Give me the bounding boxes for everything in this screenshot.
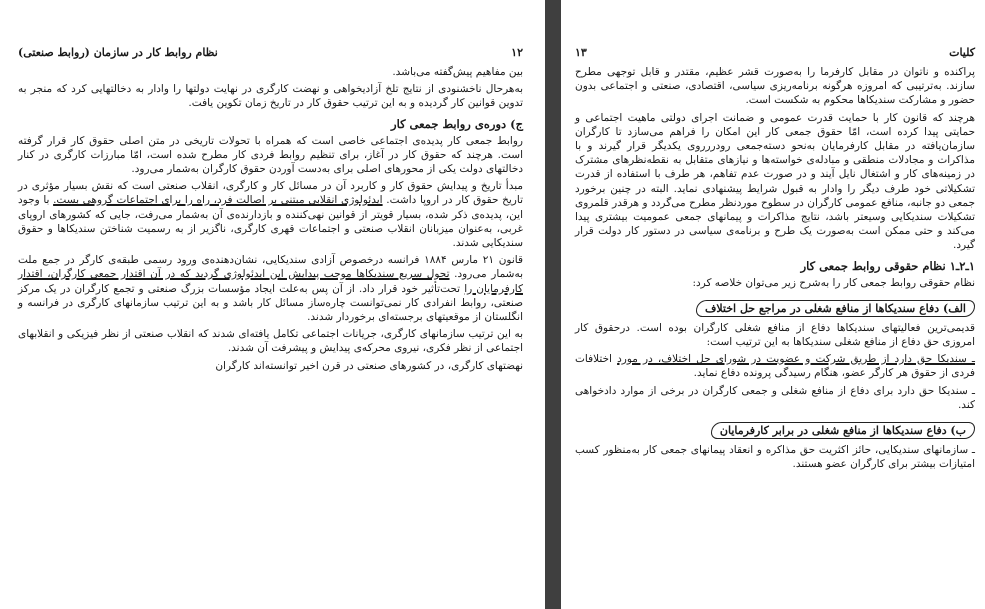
page-header bbox=[575, 46, 975, 59]
bullet-item: ـ سازمانهای سندیکایی، حائز اکثریت حق مذاکره و انعقاد پیمانهای جمعی کار به‌منظور کسب امتیازات بیشتر برای کارگران عضو هستند. bbox=[575, 444, 975, 471]
paragraph: روابط جمعی کار پدیده‌ی اجتماعی خاصی است که همراه با تحولات تاریخی در متن اصلی حقوق کار قرار گرفته است. هرچند که حقوق کار در آغاز، برای تنظیم روابط فردی کار مطرح شده است، امّا مبارزات کارگری در کنار دخالتهای دولت یکی از محورهای اصلی برای به‌دست آوردن حقوق کارگران به‌شمار می‌رود. bbox=[18, 134, 523, 176]
circled-heading: ب) دفاع سندیکاها از منافع شغلی در برابر کارفرمایان bbox=[711, 422, 975, 439]
page-gutter bbox=[545, 0, 561, 609]
subsection-heading bbox=[575, 418, 975, 441]
section-heading: ۱ـ۲ـ۱ نظام حقوقی روابط جمعی کار bbox=[800, 258, 975, 273]
underlined-text: تحول سریع سندیکاها موجب پیدایش این ایدئولوژی گردید که در آن اقتدار جمعی کارگران، اقتدار کارفرمایان را bbox=[18, 268, 523, 295]
paragraph: نظام حقوقی روابط جمعی کار را به‌شرح زیر می‌توان خلاصه کرد: bbox=[692, 276, 975, 289]
paragraph: به این ترتیب سازمانهای کارگری، جریانات اجتماعی تکامل یافته‌ای شدند که انقلاب صنعتی از نظر فیزیکی و انقلابهای اجتماعی از نظر فکری، نیروی محرکه‌ی پیدایش و پیشرفت آن شدند. bbox=[18, 328, 523, 355]
paragraph: نهضتهای کارگری، در کشورهای صنعتی در قرن اخیر توانسته‌اند کارگران bbox=[215, 359, 523, 372]
bullet-item: ـ سندیکا حق دارد برای دفاع از منافع شغلی و جمعی کارگران در برخی از موارد دادخواهی کند. bbox=[575, 384, 975, 411]
subsection-heading bbox=[575, 296, 975, 319]
paragraph-text: تحت‌تأثیر خود قرار داد. از آن پس به‌علت ایجاد مؤسسات بزرگ صنعتی و تجمع کارگران در یک مرکز صنعتی، روابط انفرادی کار نمی‌توانست چاره‌ساز مسائل کار باشد و به این ترتیب سازمانهای کارگری در فرانسه و انگلستان از موقعیتهای برجسته‌ای برخوردار شدند. bbox=[18, 282, 523, 324]
section-heading: ج) دوره‌ی روابط جمعی کار bbox=[391, 116, 523, 131]
running-title: نظام روابط کار در سازمان (روابط صنعتی) bbox=[18, 46, 218, 59]
paragraph-text: قانون ۲۱ مارس ۱۸۸۴ فرانسه درخصوص آزادی سندیکایی، نشان‌دهنده‌ی ورود رسمی طبقه‌ی کارگر در جمع ملت به‌شمار می‌رود. bbox=[18, 254, 523, 281]
paragraph-text: با وجود این، پدیده‌ی ذکر شده، بسیار قویتر از قوانین نهی‌کننده و بازدارنده‌ی آن به‌شمار می‌رفت، جایی که کشورهای اروپای غربی، به‌عنوان میزبانان انقلاب صنعتی و اجتماعات قهری کارگری، ناگزیر از به رسمیت شناختن سندیکاها و حقوق سندیکایی شدند. bbox=[18, 194, 523, 250]
paragraph: پراکنده و ناتوان در مقابل کارفرما را به‌صورت قشر عظیم، مقتدر و قابل توجهی مطرح سازند. به‌ترتیبی که امروزه هرگونه برنامه‌ریزی سیاسی، اقتصادی، صنعتی و اجتماعی بدون حضور و مشارکت سندیکاها محکوم به شکست است. bbox=[575, 66, 975, 107]
right-page bbox=[561, 0, 985, 609]
paragraph: قدیمی‌ترین فعالیتهای سندیکاها دفاع از منافع شغلی کارگران بوده است. درحقوق کار امروزی حق دفاع از منافع شغلی سندیکاها به این ترتیب است: bbox=[575, 321, 975, 349]
paragraph: هرچند که قانون کار با حمایت قدرت عمومی و ضمانت اجرای دولتی ماهیت اجتماعی و حمایتی پیدا کرده است، امّا حقوق جمعی کار این امکان را فراهم می‌سازد تا کارگران سازمان‌یافته در مقابل کارفرمایان به‌نحو دسته‌جمعی رودررروی یکدیگر قرار گیرند و با مذاکرات و مجادلات منطقی و مبادله‌ی خواسته‌ها و نیازهای متقابل به نقطه‌نظرهای مشترک در زمینه‌های کار و اشتغال نایل آیند و در صورت عدم تفاهم، هر طرف با استفاده از قدرت تشکیلاتی خود طرف دیگر را وادار به قبول شرایط پیشنهادی نماید. البته در چنین برخورد جمعی دو جانبه، منافع عمومی کارگران در سطوح موردنظر مطرح می‌گردد و هرقدر قلمروی تشکیلات سندیکایی وسیعتر باشد، نتایج مذاکرات و پیمانهای جمعی عمومیت بیشتری پیدا می‌کند و حتی ممکن است به‌صورت یک طرح و برنامه‌ی سیاسی در دستور کار دولت قرار گیرد. bbox=[575, 111, 975, 252]
running-title: کلیات bbox=[949, 46, 975, 59]
paragraph: به‌هرحال ناخشنودی از نتایج تلخ آزادیخواهی و نهضت کارگری در نهایت دولتها را وادار به دخالتهایی کرد که منجر به تدوین قوانین کار گردیده و به این ترتیب حقوق کار در تاریخ زمان تکوین یافت. bbox=[18, 83, 523, 110]
page-number: ۱۳ bbox=[575, 46, 587, 59]
bullet-item bbox=[575, 352, 975, 380]
circled-heading: الف) دفاع سندیکاها از منافع شغلی در مراجع حل اختلاف bbox=[696, 300, 975, 317]
underlined-text: ـ سندیکا حق دارد از طریق شرکت و عضویت در شورای حل اختلاف، در مورد bbox=[617, 353, 975, 366]
paragraph bbox=[18, 179, 523, 250]
paragraph bbox=[18, 253, 523, 324]
page-number: ۱۲ bbox=[511, 46, 523, 59]
page-header bbox=[18, 46, 523, 59]
underlined-text: ایدئولوژی انقلابی مبتنی بر اصالت فرد، راه را برای اجتماعات گروهی بست. bbox=[53, 194, 383, 207]
paragraph-text: مبدأ تاریخ و پیدایش حقوق کار و کاربرد آن در مسائل کار و کارگری، انقلاب صنعتی است که نقش بسیار مؤثری در تاریخ حقوق کار در اروپا داشت. bbox=[18, 180, 524, 207]
paragraph: بین مفاهیم پیش‌گفته می‌باشد. bbox=[392, 66, 523, 78]
paragraph-text: اختلافات فردی از حقوق هر کارگر عضو، هنگام رسیدگی پرونده دفاع نماید. bbox=[575, 353, 975, 380]
